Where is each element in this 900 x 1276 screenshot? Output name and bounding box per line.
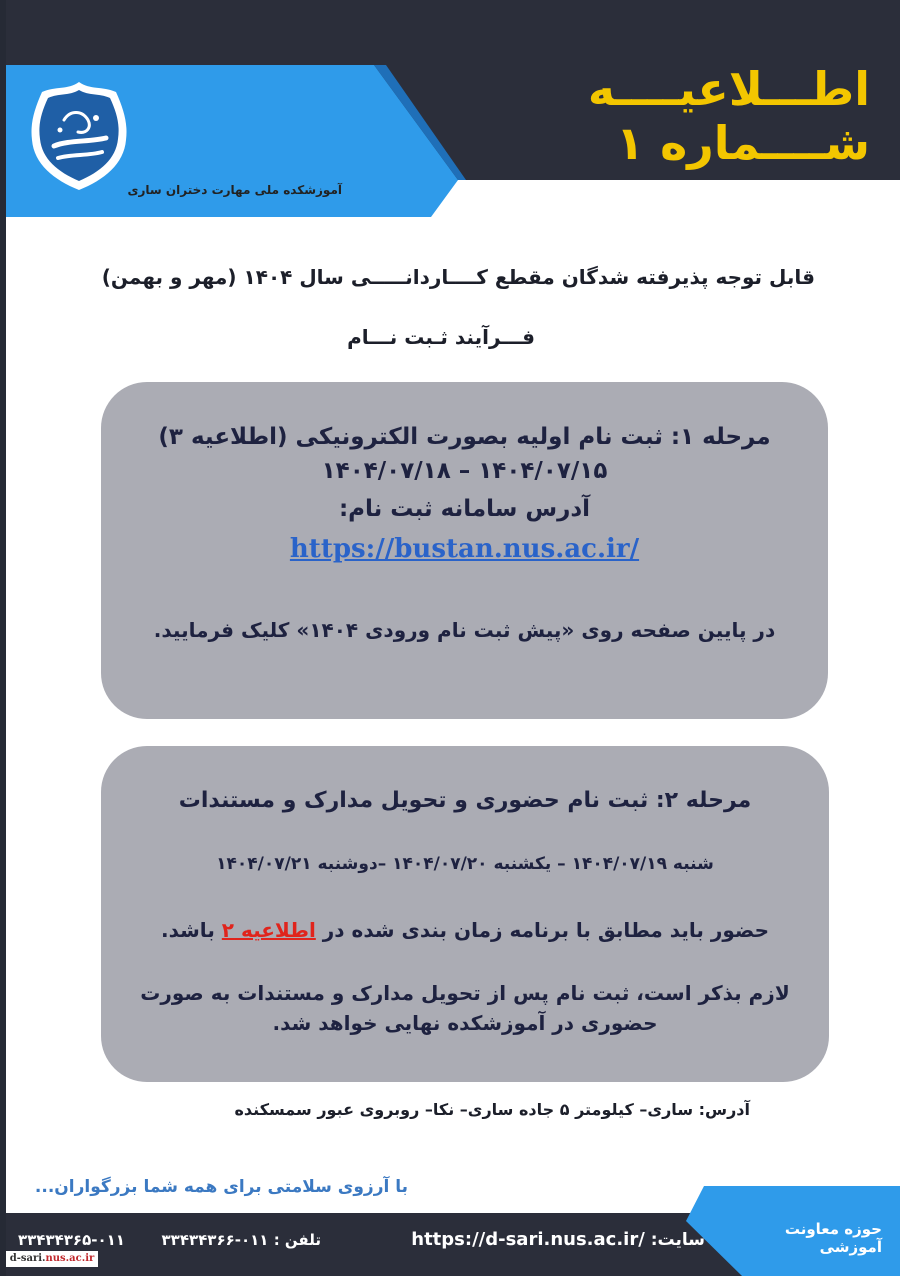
site-watermark: d-sari.nus.ac.ir [6,1251,98,1267]
site-label: سایت: [650,1230,705,1250]
stage2-attendance [101,918,829,942]
stage2-card [101,746,829,1082]
stage1-title: مرحله ۱: ثبت نام اولیه بصورت الکترونیکی (اطلاعیه ۳) [158,424,771,450]
attendance-prefix: حضور باید مطابق با برنامه زمان بندی شده در [322,918,769,942]
university-logo [30,80,128,192]
announcement-title: اطـــلاعیــــه شــــماره ۱ [587,62,870,170]
phone-label: تلفن : [273,1231,321,1249]
process-title: فـــرآیند ثـبت نـــام [347,325,535,349]
main-notice: قابل توجه پذیرفته شدگان مقطع کــــاردانـــــی سال ۱۴۰۴ (مهر و بهمن) [101,265,815,289]
closing-wishes: با آرزوی سلامتی برای همه شما بزرگواران... [34,1177,408,1197]
attendance-suffix: باشد. [160,918,215,942]
announcement2-link[interactable]: اطلاعیه ۲ [221,918,316,942]
stage2-dates: شنبه ۱۴۰۴/۰۷/۱۹ – یکشنبه ۱۴۰۴/۰۷/۲۰ –دوشنبه ۱۴۰۴/۰۷/۲۱ [216,854,714,874]
footer-phones [18,1231,321,1249]
stage1-instruction: در پایین صفحه روی «پیش ثبت نام ورودی ۱۴۰۴» کلیک فرمایید. [153,618,776,642]
education-department: حوزه معاونت آموزشی [784,1220,882,1256]
footer-site [411,1229,705,1250]
stage1-card [101,382,828,719]
stage2-note-line1: لازم بذکر است، ثبت نام پس از تحویل مدارک و مستندات به صورت [140,981,790,1005]
phone-number-2: ۰۱۱-۳۳۴۳۴۳۶۵ [18,1231,125,1249]
school-name: آموزشکده ملی مهارت دختران ساری [127,183,342,197]
site-url-link[interactable]: https://d-sari.nus.ac.ir/ [411,1229,645,1250]
stage2-note-line2: حضوری در آموزشکده نهایی خواهد شد. [272,1011,658,1035]
phone-number-1: ۰۱۱-۳۳۴۳۴۳۶۶ [161,1231,269,1249]
stage1-dates: ۱۴۰۴/۰۷/۱۵ – ۱۴۰۴/۰۷/۱۸ [321,458,608,484]
registration-link[interactable]: https://bustan.nus.ac.ir/ [289,534,640,564]
stage1-address-label: آدرس سامانه ثبت نام: [338,496,591,522]
stage2-title: مرحله ۲: ثبت نام حضوری و تحویل مدارک و مستندات [178,788,752,813]
campus-address: آدرس: ساری– کیلومتر ۵ جاده ساری– نکا– روبروی عبور سمسکنده [234,1100,750,1119]
